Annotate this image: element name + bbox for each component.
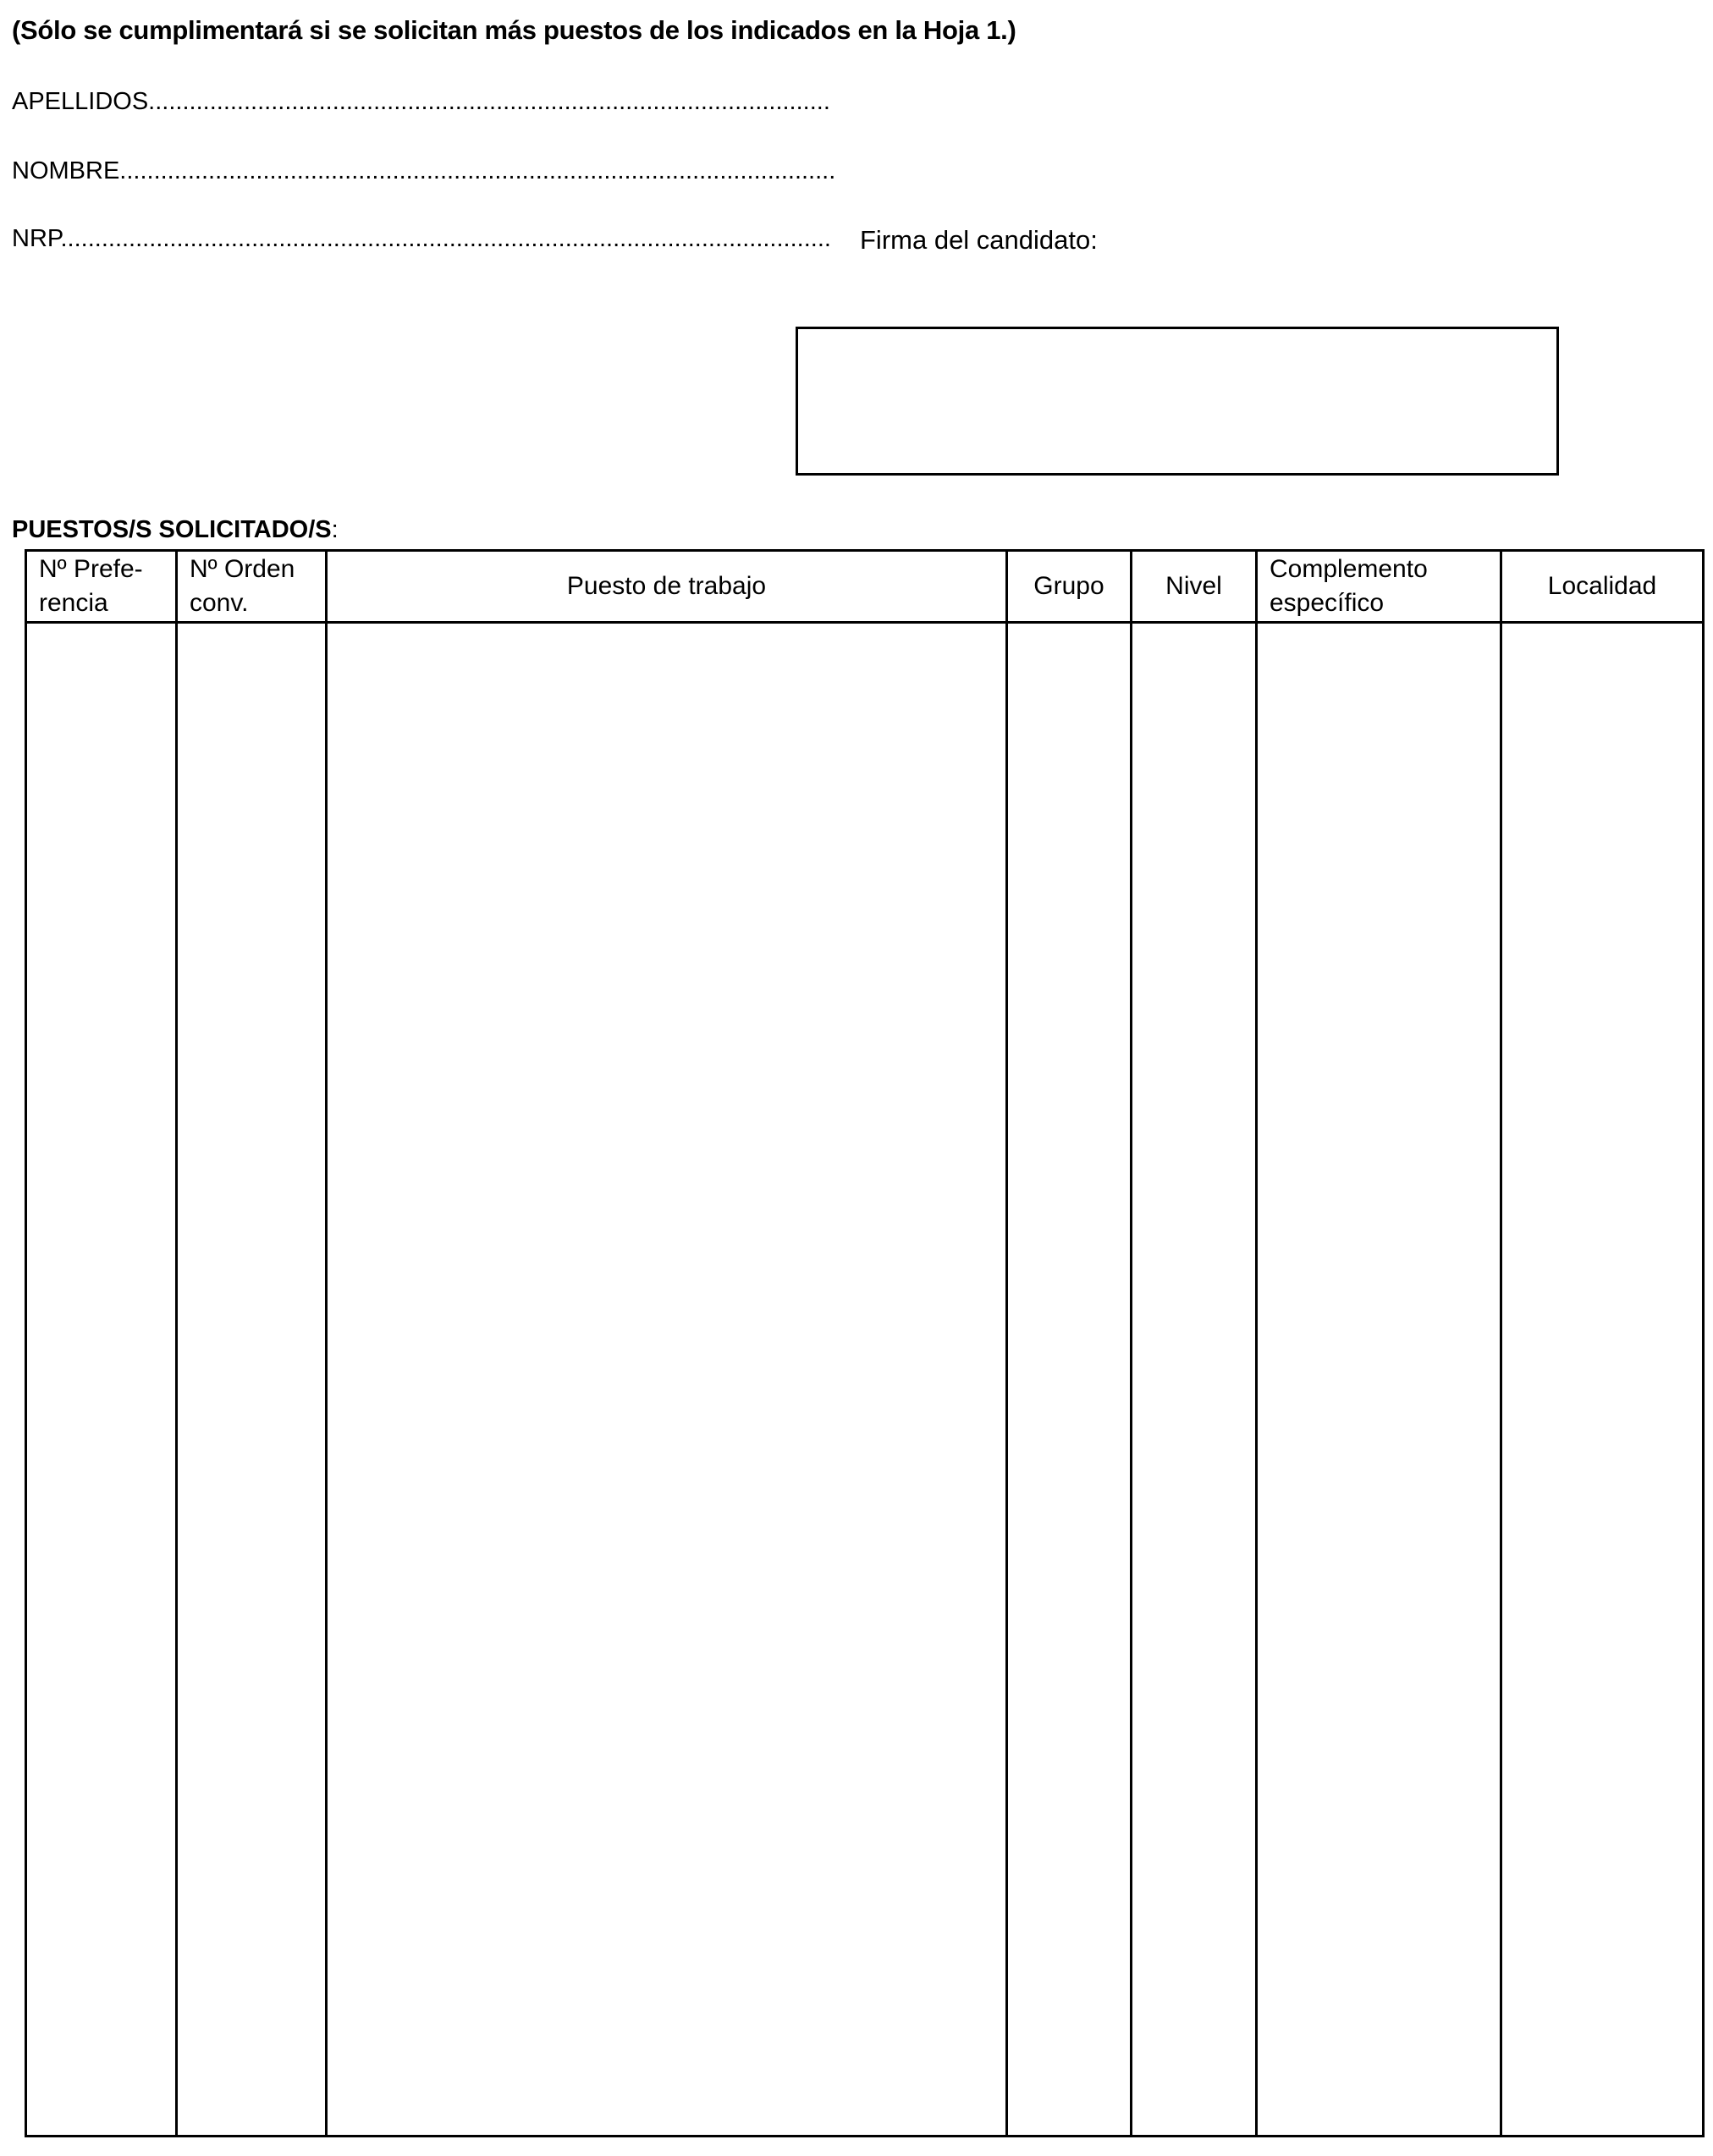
column-header-localidad-label: Localidad [1547, 572, 1657, 600]
cell-nivel[interactable] [1132, 623, 1257, 2137]
table-header-row [26, 551, 1704, 623]
column-header-puesto-label: Puesto de trabajo [566, 572, 767, 600]
cell-puesto[interactable] [327, 623, 1007, 2137]
section-title-colon: : [331, 516, 339, 543]
column-header-nivel-label: Nivel [1165, 572, 1222, 600]
intro-note: (Sólo se cumplimentará si se solicitan más puestos de los indicados en la Hoja 1.) [12, 15, 1016, 45]
table-row [26, 623, 1704, 2137]
column-header-puesto [327, 551, 1007, 623]
firma-label: Firma del candidato: [860, 225, 1098, 255]
cell-complemento[interactable] [1257, 623, 1501, 2137]
section-title [12, 516, 339, 544]
column-header-preferencia-label: Nº Prefe- rencia [39, 555, 143, 617]
apellidos-field[interactable]: APELLIDOS.................................................................................................... [12, 88, 830, 115]
column-header-complemento [1257, 551, 1501, 623]
column-header-preferencia [26, 551, 177, 623]
nrp-field[interactable]: NRP................................................................................................................. [12, 225, 831, 252]
cell-orden[interactable] [177, 623, 327, 2137]
nombre-field[interactable]: NOMBRE......................................................................................................... [12, 157, 836, 184]
column-header-nivel [1132, 551, 1257, 623]
cell-localidad[interactable] [1501, 623, 1704, 2137]
column-header-grupo-label: Grupo [1033, 572, 1104, 600]
signature-box[interactable] [796, 327, 1559, 476]
cell-grupo[interactable] [1007, 623, 1132, 2137]
column-header-orden [177, 551, 327, 623]
column-header-localidad [1501, 551, 1704, 623]
puestos-table [25, 549, 1705, 2137]
column-header-orden-label: Nº Orden conv. [190, 555, 295, 617]
column-header-grupo [1007, 551, 1132, 623]
cell-preferencia[interactable] [26, 623, 177, 2137]
section-title-text: PUESTOS/S SOLICITADO/S [12, 516, 332, 543]
column-header-complemento-label: Complemento específico [1270, 555, 1428, 617]
